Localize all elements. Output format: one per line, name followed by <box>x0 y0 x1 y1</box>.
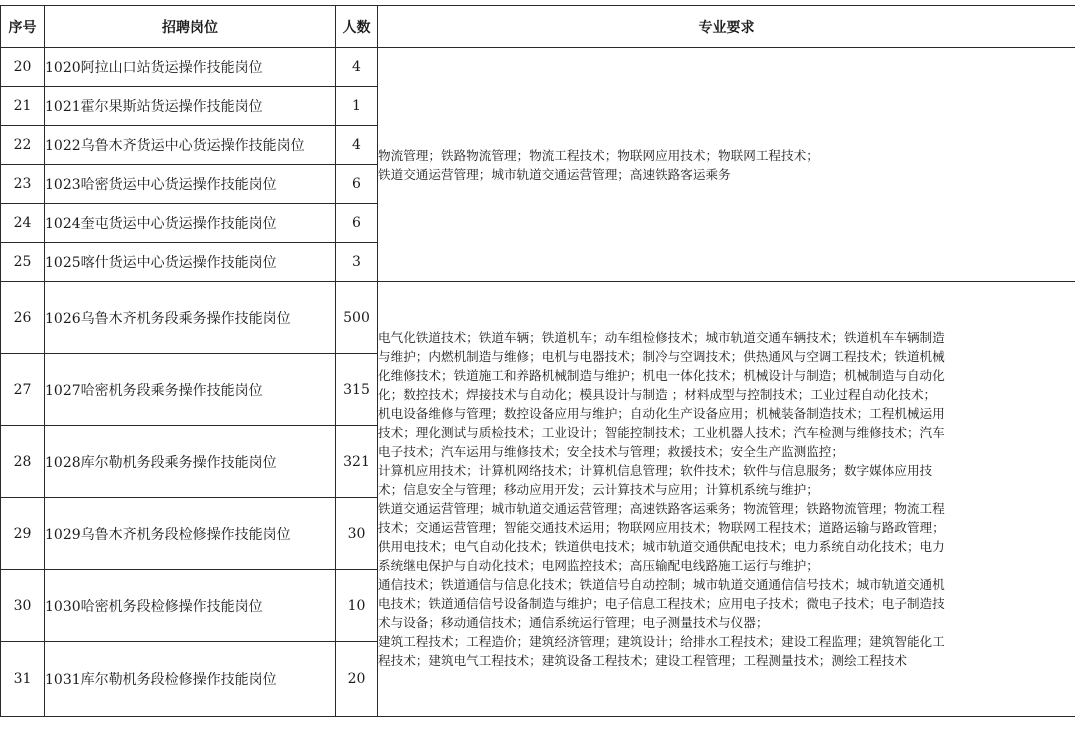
requirement-line: 与维护；内燃机制造与维修；电机与电器技术；制冷与空调技术；供热通风与空调工程技术；铁道机械 <box>378 349 945 364</box>
requirement-line: 铁道交通运营管理；城市轨道交通运营管理；高速铁路客运乘务；物流管理；铁路物流管理；物流工程 <box>378 501 945 516</box>
requirement-line: 化；数控技术；焊接技术与自动化；模具设计与制造 ；材料成型与控制技术；工业过程自动化技术； <box>378 387 937 402</box>
requirement-line: 计算机应用技术；计算机网络技术；计算机信息管理；软件技术；软件与信息服务；数字媒体应用技 <box>378 463 933 478</box>
locomotive-requirement-cell <box>378 282 1076 717</box>
requirement-line: 铁道交通运营管理；城市轨道交通运营管理；高速铁路客运乘务 <box>378 166 731 182</box>
row-count: 321 <box>336 426 378 498</box>
requirement-line: 化维修技术；铁道施工和养路机械制造与维护；机电一体化技术；机械设计与制造；机械制造与自动化 <box>378 368 945 383</box>
requirement-line: 术；信息安全与管理；移动应用开发；云计算技术与应用；计算机系统与维护； <box>378 482 819 497</box>
row-post: 1020阿拉山口站货运操作技能岗位 <box>45 48 336 87</box>
page-edge <box>1075 0 1080 738</box>
row-post: 1028库尔勒机务段乘务操作技能岗位 <box>45 426 336 498</box>
row-seq: 30 <box>1 570 45 642</box>
row-seq: 31 <box>1 642 45 717</box>
row-post: 1030哈密机务段检修操作技能岗位 <box>45 570 336 642</box>
row-count: 3 <box>336 243 378 282</box>
row-seq: 29 <box>1 498 45 570</box>
row-post: 1029乌鲁木齐机务段检修操作技能岗位 <box>45 498 336 570</box>
requirement-line: 电子技术；汽车运用与维修技术；安全技术与管理；救援技术；安全生产监测监控； <box>378 444 844 459</box>
row-seq: 24 <box>1 204 45 243</box>
requirement-line: 机电设备维修与管理；数控设备应用与维护；自动化生产设备应用；机械装备制造技术；工程机械运用 <box>378 406 945 421</box>
header-requirement: 专业要求 <box>378 6 1076 48</box>
row-seq: 20 <box>1 48 45 87</box>
table-header-row <box>1 6 1076 48</box>
row-seq: 26 <box>1 282 45 354</box>
row-seq: 27 <box>1 354 45 426</box>
requirement-line: 系统继电保护与自动化技术；电网监控技术；高压输配电线路施工运行与维护； <box>378 558 819 573</box>
requirement-line: 术与设备；移动通信技术；通信系统运行管理；电子测量技术与仪器； <box>378 615 769 630</box>
row-count: 315 <box>336 354 378 426</box>
row-seq: 23 <box>1 165 45 204</box>
requirement-line: 物流管理；铁路物流管理；物流工程技术；物联网应用技术；物联网工程技术； <box>378 147 819 163</box>
table-row <box>1 282 1076 354</box>
row-count: 30 <box>336 498 378 570</box>
row-post: 1031库尔勒机务段检修操作技能岗位 <box>45 642 336 717</box>
requirement-line: 通信技术；铁道通信与信息化技术；铁道信号自动控制；城市轨道交通通信信号技术；城市轨道交通机 <box>378 577 945 592</box>
row-seq: 22 <box>1 126 45 165</box>
header-seq: 序号 <box>1 6 45 48</box>
row-post: 1023哈密货运中心货运操作技能岗位 <box>45 165 336 204</box>
row-count: 4 <box>336 48 378 87</box>
requirement-line: 电气化铁道技术；铁道车辆；铁道机车；动车组检修技术；城市轨道交通车辆技术；铁道机车车辆制造 <box>378 330 945 345</box>
requirement-line: 供用电技术；电气自动化技术；铁道供电技术；城市轨道交通供配电技术；电力系统自动化技术；电力 <box>378 539 945 554</box>
requirement-line: 电技术；铁道通信信号设备制造与维护；电子信息工程技术；应用电子技术；微电子技术；电子制造技 <box>378 596 945 611</box>
row-count: 6 <box>336 204 378 243</box>
row-count: 20 <box>336 642 378 717</box>
recruitment-table <box>0 5 1076 717</box>
row-post: 1026乌鲁木齐机务段乘务操作技能岗位 <box>45 282 336 354</box>
row-count: 1 <box>336 87 378 126</box>
row-seq: 21 <box>1 87 45 126</box>
freight-requirement-cell <box>378 48 1076 282</box>
row-post: 1021霍尔果斯站货运操作技能岗位 <box>45 87 336 126</box>
row-post: 1025喀什货运中心货运操作技能岗位 <box>45 243 336 282</box>
requirement-line: 程技术；建筑电气工程技术；建筑设备工程技术；建设工程管理；工程测量技术；测绘工程技术 <box>378 653 907 668</box>
row-count: 10 <box>336 570 378 642</box>
requirement-line: 技术；理化测试与质检技术；工业设计；智能控制技术；工业机器人技术；汽车检测与维修技术；汽车 <box>378 425 945 440</box>
row-post: 1022乌鲁木齐货运中心货运操作技能岗位 <box>45 126 336 165</box>
row-post: 1027哈密机务段乘务操作技能岗位 <box>45 354 336 426</box>
row-post: 1024奎屯货运中心货运操作技能岗位 <box>45 204 336 243</box>
row-seq: 28 <box>1 426 45 498</box>
row-count: 500 <box>336 282 378 354</box>
row-count: 4 <box>336 126 378 165</box>
header-count: 人数 <box>336 6 378 48</box>
header-post: 招聘岗位 <box>45 6 336 48</box>
row-seq: 25 <box>1 243 45 282</box>
requirement-line: 技术；交通运营管理；智能交通技术运用；物联网应用技术；物联网工程技术；道路运输与路政管理； <box>378 520 945 535</box>
table-row <box>1 48 1076 87</box>
requirement-line: 建筑工程技术；工程造价；建筑经济管理；建筑设计；给排水工程技术；建设工程监理；建筑智能化工 <box>378 634 945 649</box>
row-count: 6 <box>336 165 378 204</box>
